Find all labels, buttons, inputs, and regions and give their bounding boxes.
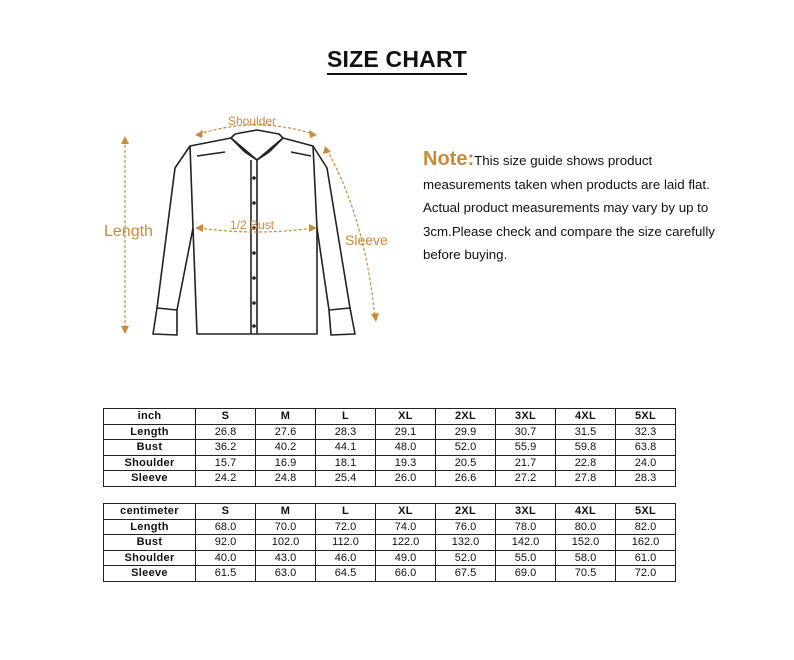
measurement-cell: 59.8 [556, 440, 616, 456]
table-header-row [104, 409, 676, 425]
size-header: 4XL [556, 504, 616, 520]
table-row [104, 471, 676, 487]
size-header: S [196, 409, 256, 425]
size-header: 5XL [616, 504, 676, 520]
measurement-cell: 162.0 [616, 535, 676, 551]
table-row [104, 440, 676, 456]
measurement-cell: 40.0 [196, 550, 256, 566]
row-label: Sleeve [104, 471, 196, 487]
table-row [104, 424, 676, 440]
measurement-cell: 122.0 [376, 535, 436, 551]
buttons [252, 176, 256, 328]
size-header: S [196, 504, 256, 520]
measurement-cell: 26.8 [196, 424, 256, 440]
right-cuff [329, 308, 355, 335]
measurement-cell: 55.0 [496, 550, 556, 566]
measurement-cell: 55.9 [496, 440, 556, 456]
measurement-cell: 29.1 [376, 424, 436, 440]
size-header: M [256, 409, 316, 425]
measurement-cell: 64.5 [316, 566, 376, 582]
unit-header: inch [104, 409, 196, 425]
measurement-cell: 58.0 [556, 550, 616, 566]
measurement-cell: 66.0 [376, 566, 436, 582]
measurement-cell: 72.0 [616, 566, 676, 582]
size-header: L [316, 409, 376, 425]
measurement-cell: 92.0 [196, 535, 256, 551]
size-header: XL [376, 504, 436, 520]
measurement-cell: 74.0 [376, 519, 436, 535]
measurement-cell: 82.0 [616, 519, 676, 535]
row-label: Sleeve [104, 566, 196, 582]
size-header: 3XL [496, 504, 556, 520]
row-label: Shoulder [104, 455, 196, 471]
row-label: Shoulder [104, 550, 196, 566]
measurement-cell: 44.1 [316, 440, 376, 456]
size-header: 4XL [556, 409, 616, 425]
left-cuff [153, 308, 177, 335]
note-heading: Note: [423, 148, 475, 170]
measurement-cell: 68.0 [196, 519, 256, 535]
measurement-cell: 20.5 [436, 455, 496, 471]
measurement-cell: 76.0 [436, 519, 496, 535]
measurement-cell: 21.7 [496, 455, 556, 471]
size-header: 2XL [436, 409, 496, 425]
bust-label: 1/2 Bust [230, 218, 275, 232]
shirt-diagram [95, 108, 415, 348]
measurement-cell: 52.0 [436, 440, 496, 456]
measurement-cell: 72.0 [316, 519, 376, 535]
row-label: Length [104, 424, 196, 440]
measurement-cell: 43.0 [256, 550, 316, 566]
measurement-cell: 19.3 [376, 455, 436, 471]
measurement-cell: 152.0 [556, 535, 616, 551]
left-sleeve [157, 146, 193, 310]
table-header-row [104, 504, 676, 520]
measurement-cell: 52.0 [436, 550, 496, 566]
measurement-cell: 102.0 [256, 535, 316, 551]
table-row [104, 535, 676, 551]
measurement-cell: 24.2 [196, 471, 256, 487]
length-label: Length [104, 223, 153, 240]
size-header: M [256, 504, 316, 520]
size-note [423, 148, 723, 267]
collar [231, 138, 283, 160]
measurement-cell: 70.5 [556, 566, 616, 582]
size-header: 5XL [616, 409, 676, 425]
measurement-cell: 25.4 [316, 471, 376, 487]
size-header: 2XL [436, 504, 496, 520]
measurement-cell: 112.0 [316, 535, 376, 551]
measurement-cell: 48.0 [376, 440, 436, 456]
measurement-cell: 63.0 [256, 566, 316, 582]
measurement-cell: 70.0 [256, 519, 316, 535]
measurement-cell: 49.0 [376, 550, 436, 566]
measurement-cell: 31.5 [556, 424, 616, 440]
size-header: 3XL [496, 409, 556, 425]
measurement-cell: 61.0 [616, 550, 676, 566]
measurement-cell: 26.0 [376, 471, 436, 487]
measurement-cell: 80.0 [556, 519, 616, 535]
sleeve-label: Sleeve [345, 232, 388, 248]
measurement-cell: 67.5 [436, 566, 496, 582]
measurement-cell: 132.0 [436, 535, 496, 551]
measurement-cell: 28.3 [316, 424, 376, 440]
row-label: Bust [104, 440, 196, 456]
measurement-cell: 40.2 [256, 440, 316, 456]
measurement-cell: 27.6 [256, 424, 316, 440]
measurement-cell: 15.7 [196, 455, 256, 471]
measurement-cell: 32.3 [616, 424, 676, 440]
measurement-cell: 18.1 [316, 455, 376, 471]
measurement-cell: 142.0 [496, 535, 556, 551]
measurement-cell: 61.5 [196, 566, 256, 582]
measurement-cell: 69.0 [496, 566, 556, 582]
measurement-cell: 46.0 [316, 550, 376, 566]
row-label: Length [104, 519, 196, 535]
table-row [104, 566, 676, 582]
size-header: XL [376, 409, 436, 425]
measurement-cell: 22.8 [556, 455, 616, 471]
measurement-cell: 24.0 [616, 455, 676, 471]
right-sleeve [313, 146, 350, 310]
table-row [104, 550, 676, 566]
measurement-cell: 27.2 [496, 471, 556, 487]
unit-header: centimeter [104, 504, 196, 520]
size-header: L [316, 504, 376, 520]
size-table-inch [103, 408, 676, 487]
measurement-cell: 78.0 [496, 519, 556, 535]
measurement-cell: 30.7 [496, 424, 556, 440]
row-label: Bust [104, 535, 196, 551]
page-title: SIZE CHART [0, 46, 794, 73]
measurement-cell: 24.8 [256, 471, 316, 487]
measurement-cell: 29.9 [436, 424, 496, 440]
measurement-cell: 36.2 [196, 440, 256, 456]
measurement-cell: 28.3 [616, 471, 676, 487]
size-table-centimeter [103, 503, 676, 582]
measurement-cell: 16.9 [256, 455, 316, 471]
note-text: This size guide shows product measurements taken when products are laid flat. Actual product measurements may vary by up to 3cm.Please check and compare the size carefully before buying. [423, 153, 715, 262]
table-row [104, 455, 676, 471]
measurement-cell: 26.6 [436, 471, 496, 487]
shoulder-label: Shoulder [228, 114, 277, 128]
measurement-cell: 63.8 [616, 440, 676, 456]
measurement-cell: 27.8 [556, 471, 616, 487]
table-row [104, 519, 676, 535]
